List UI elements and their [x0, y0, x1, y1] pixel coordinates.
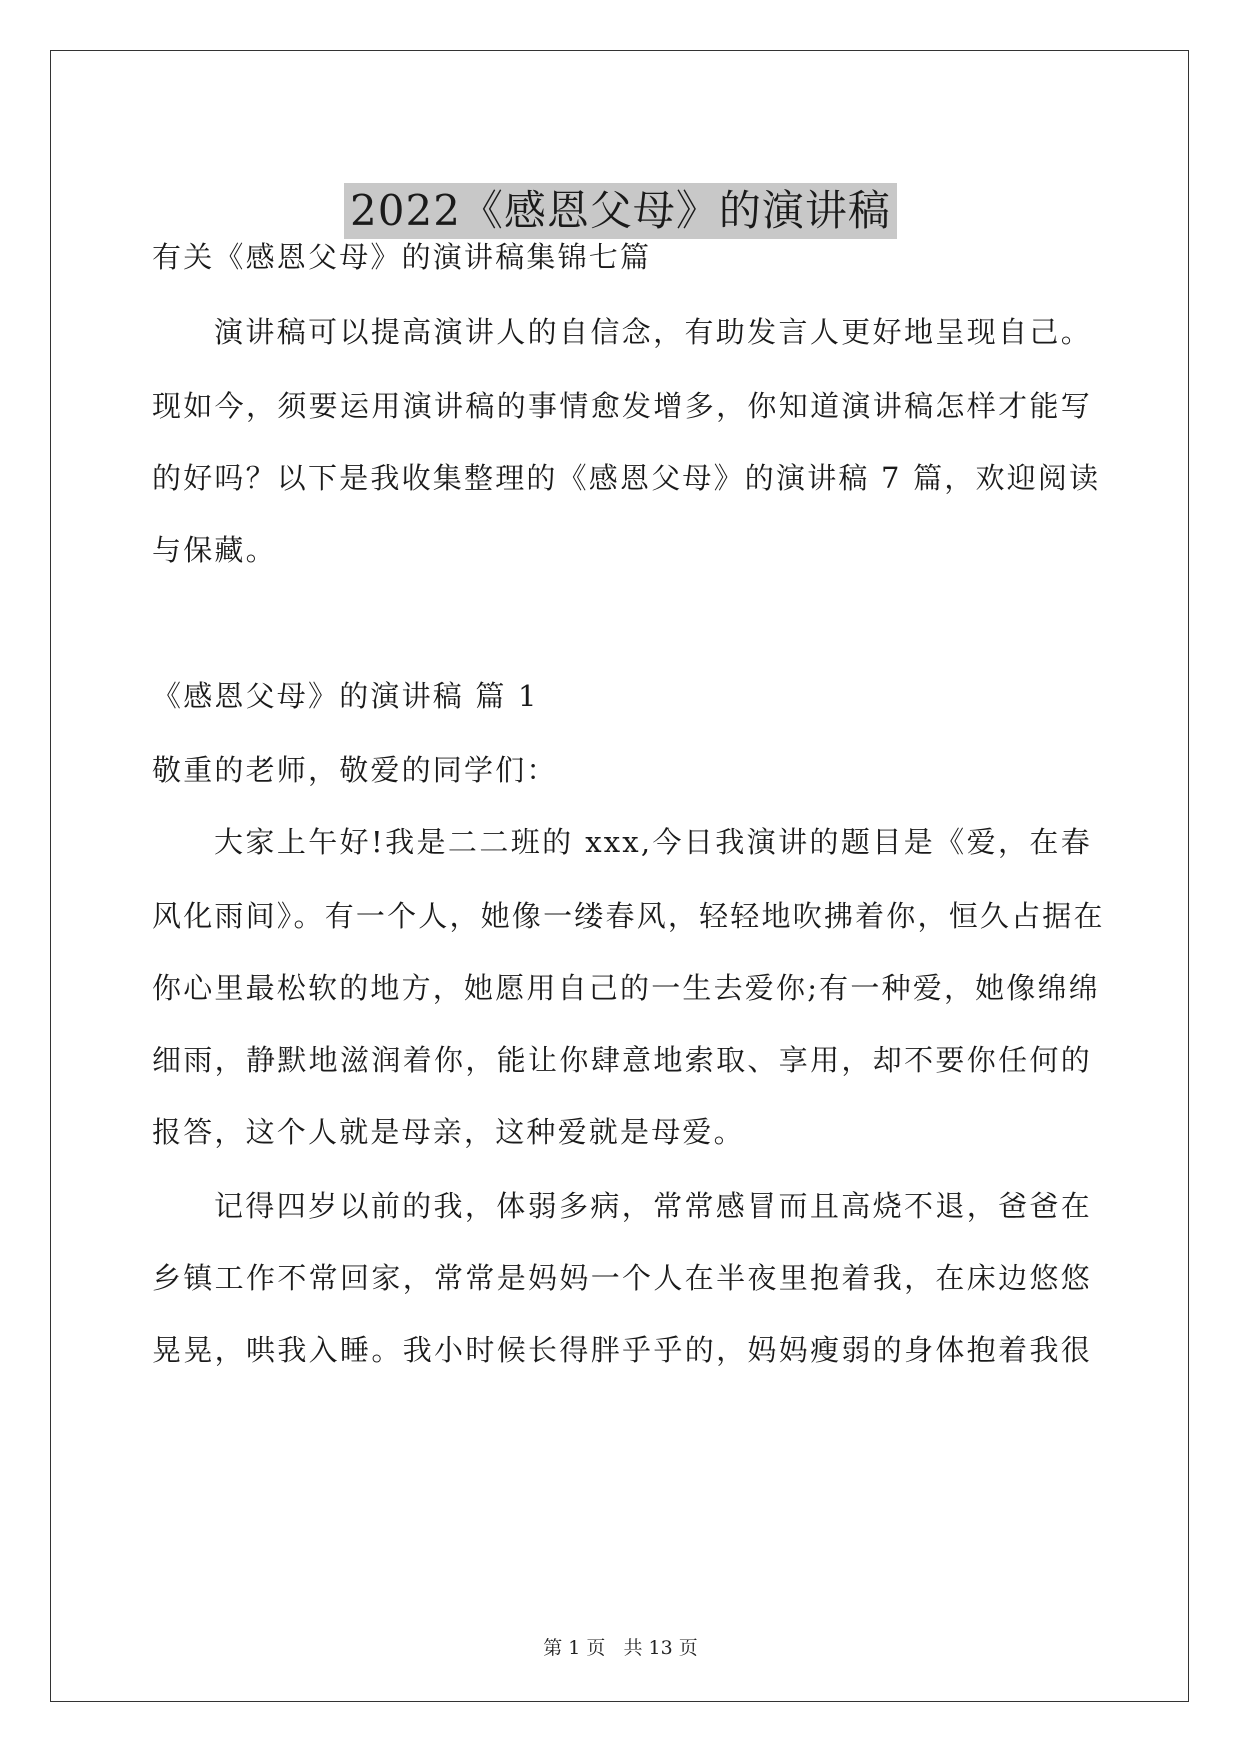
- intro-line: 的好吗？以下是我收集整理的《感恩父母》的演讲稿 7 篇，欢迎阅读: [152, 461, 1101, 495]
- document-subtitle: 有关《感恩父母》的演讲稿集锦七篇: [152, 240, 652, 274]
- page-number-footer: 第 1 页 共 13 页: [543, 1637, 698, 1659]
- paragraph-line: 晃晃，哄我入睡。我小时候长得胖乎乎的，妈妈瘦弱的身体抱着我很: [152, 1333, 1092, 1367]
- greeting: 敬重的老师，敬爱的同学们：: [152, 753, 558, 787]
- paragraph-line: 风化雨间》。有一个人，她像一缕春风，轻轻地吹拂着你，恒久占据在: [152, 899, 1105, 933]
- paragraph-line: 大家上午好!我是二二班的 xxx,今日我演讲的题目是《爱，在春: [214, 825, 1092, 859]
- intro-line: 演讲稿可以提高演讲人的自信念，有助发言人更好地呈现自己。: [214, 315, 1092, 349]
- paragraph-line: 细雨，静默地滋润着你，能让你肆意地索取、享用，却不要你任何的: [152, 1043, 1092, 1077]
- document-title: 2022《感恩父母》的演讲稿: [344, 183, 897, 239]
- paragraph-line: 你心里最松软的地方，她愿用自己的一生去爱你;有一种爱，她像绵绵: [152, 971, 1100, 1005]
- paragraph-line: 记得四岁以前的我，体弱多病，常常感冒而且高烧不退，爸爸在: [214, 1189, 1092, 1223]
- intro-line: 与保藏。: [152, 533, 277, 567]
- page-border: [50, 50, 1189, 1702]
- intro-line: 现如今，须要运用演讲稿的事情愈发增多，你知道演讲稿怎样才能写: [152, 389, 1092, 423]
- paragraph-line: 报答，这个人就是母亲，这种爱就是母爱。: [152, 1115, 745, 1149]
- paragraph-line: 乡镇工作不常回家，常常是妈妈一个人在半夜里抱着我，在床边悠悠: [152, 1261, 1092, 1295]
- section-heading: 《感恩父母》的演讲稿 篇 1: [152, 679, 539, 713]
